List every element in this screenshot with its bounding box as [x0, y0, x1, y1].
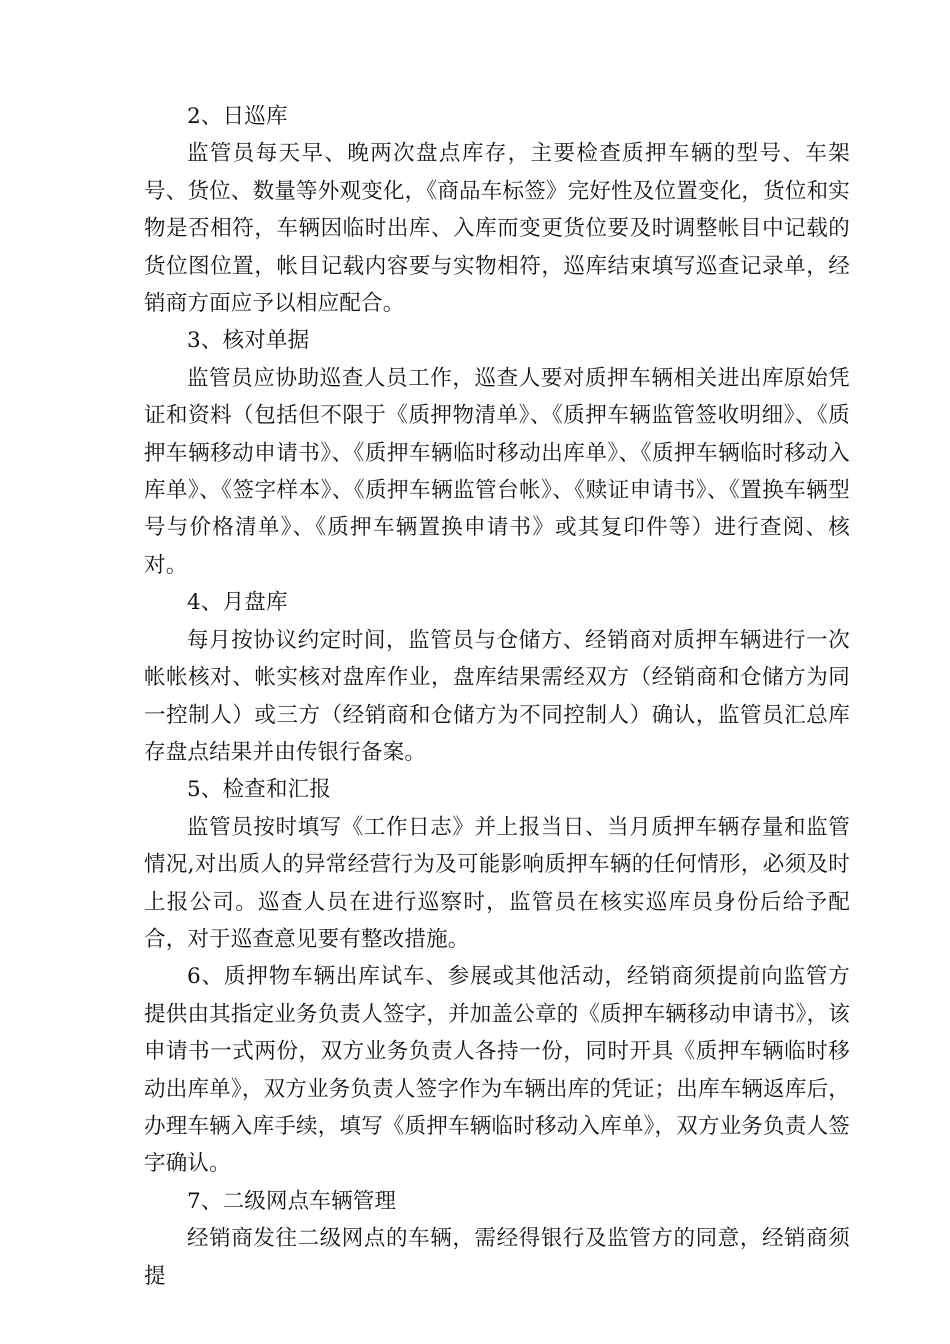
- paragraph-vehicle-temporary-removal: 6、质押物车辆出库试车、参展或其他活动，经销商须提前向监管方提供由其指定业务负责人签字，并加盖公章的《质押车辆移动申请书》，该申请书一式两份，双方业务负责人各持一份，同时开具《质押车辆临时移动出库单》，双方业务负责人签字作为车辆出库的凭证；出库车辆返库后，办理车辆入库手续，填写《质押车辆临时移动入库单》，双方业务负责人签字确认。: [144, 964, 850, 1177]
- document-body: [144, 98, 850, 1295]
- paragraph-secondary-outlet: 经销商发往二级网点的车辆，需经得银行及监管方的同意，经销商须提: [144, 1226, 850, 1289]
- section-heading-verify-documents: 3、核对单据: [187, 328, 310, 354]
- paragraph-daily-inspection: 监管员每天早、晚两次盘点库存，主要检查质押车辆的型号、车架号、货位、数量等外观变化，《商品车标签》完好性及位置变化，货位和实物是否相符，车辆因临时出库、入库而变更货位要及时调整帐目中记载的货位图位置，帐目记载内容要与实物相符，巡库结束填写巡查记录单，经销商方面应予以相应配合。: [144, 141, 850, 317]
- paragraph-inspection-reporting: 监管员按时填写《工作日志》并上报当日、当月质押车辆存量和监管情况,对出质人的异常经营行为及可能影响质押车辆的任何情形，必须及时上报公司。巡查人员在进行巡察时，监管员在核实巡库员身份后给予配合，对于巡查意见要有整改措施。: [144, 814, 850, 952]
- section-heading-inspection-reporting: 5、检查和汇报: [187, 777, 332, 803]
- section-heading-secondary-outlet: 7、二级网点车辆管理: [187, 1188, 397, 1214]
- section-heading-monthly-inventory: 4、月盘库: [187, 590, 288, 616]
- paragraph-verify-documents: 监管员应协助巡查人员工作，巡查人要对质押车辆相关进出库原始凭证和资料（包括但不限于《质押物清单》、《质押车辆监管签收明细》、《质押车辆移动申请书》、《质押车辆临时移动出库单》、《质押车辆临时移动入库单》、《签字样本》、《质押车辆监管台帐》、《赎证申请书》、《置换车辆型号与价格清单》、《质押车辆置换申请书》或其复印件等）进行查阅、核对。: [144, 365, 850, 578]
- section-heading-daily-inspection: 2、日巡库: [187, 104, 288, 129]
- paragraph-monthly-inventory: 每月按协议约定时间，监管员与仓储方、经销商对质押车辆进行一次帐帐核对、帐实核对盘库作业，盘库结果需经双方（经销商和仓储方为同一控制人）或三方（经销商和仓储方为不同控制人）确认，监管员汇总库存盘点结果并由传银行备案。: [144, 627, 850, 765]
